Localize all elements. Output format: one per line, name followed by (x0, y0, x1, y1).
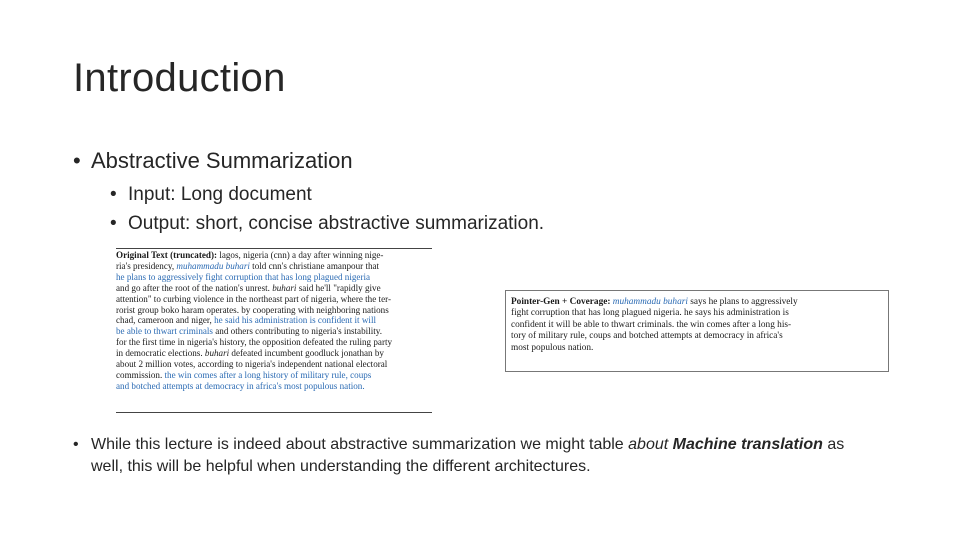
original-text-segment: rorist group boko haram operates. by cooperating with neighboring nations (116, 304, 389, 315)
original-text-line (116, 250, 432, 261)
original-text-segment: he said his administration is confident it will (214, 315, 377, 326)
original-text-segment: and botched attempts at democracy in africa's most populous nation. (116, 380, 365, 391)
summary-text-segment: Pointer-Gen + Coverage: (511, 297, 611, 307)
original-text-line (116, 381, 432, 392)
original-text-line (116, 261, 432, 272)
note-part-italic: about (628, 436, 673, 453)
bullet-dot: • (110, 213, 117, 234)
summary-text-line (511, 308, 885, 319)
original-text-segment: and others contributing to nigeria's instability. (212, 326, 382, 337)
original-text-segment: for the first time in nigeria's history, the opposition defeated the ruling party (116, 337, 393, 348)
original-text-line (116, 370, 432, 381)
original-text-segment: buhari (272, 282, 297, 293)
figure-top-rule (116, 248, 432, 249)
sub-bullet-text: Input: Long document (128, 184, 312, 205)
summary-text-line (511, 297, 885, 308)
original-text-segment: said he'll "rapidly give (296, 282, 381, 293)
original-text-segment: and go after the root of the nation's unrest. (116, 282, 273, 293)
original-text-segment: Original Text (truncated): (116, 250, 218, 260)
lecture-note-text (73, 434, 873, 478)
original-text-line (116, 326, 432, 337)
original-text-segment: muhammadu buhari (176, 260, 250, 271)
bullet-lecture-note (73, 434, 873, 478)
sub-bullet-input (110, 184, 312, 206)
sub-bullet-text: Output: short, concise abstractive summarization. (128, 213, 545, 234)
summary-text-segment: fight corruption that has long plagued nigeria. he says his administration is (511, 308, 789, 319)
original-text-line (116, 272, 432, 283)
original-text-line (116, 305, 432, 316)
original-text-segment: be able to thwart criminals (116, 326, 213, 337)
original-text-segment: lagos, nigeria (cnn) a day after winning nige- (217, 250, 384, 260)
summary-text-segment: confident it will be able to thwart criminals. the win comes after a long his- (511, 319, 792, 330)
original-text-line (116, 283, 432, 294)
slide-title: Introduction (73, 56, 286, 100)
original-text-line (116, 359, 432, 370)
original-text-segment: ria's presidency, (116, 260, 177, 271)
bullet-abstractive-summarization (73, 148, 353, 174)
note-part-4: as well, this will be helpful when understanding the different architectures. (91, 436, 845, 475)
original-text-line (116, 315, 432, 326)
note-part-1: While this lecture is indeed about abstractive summarization we might table (91, 436, 629, 453)
original-text-line (116, 348, 432, 359)
figure-bottom-rule (116, 412, 432, 413)
original-text-figure (112, 246, 434, 416)
bullet-dot: • (73, 436, 79, 453)
sub-bullet-output (110, 213, 544, 235)
original-text-line (116, 337, 432, 348)
pointer-gen-summary-figure (505, 290, 889, 372)
original-text-segment: buhari (204, 348, 230, 359)
bullet-dot: • (73, 148, 81, 173)
summary-text-segment: tory of military rule, coups and botched attempts at democracy in africa's (511, 331, 783, 342)
original-text-segment: in democratic elections. (116, 348, 205, 359)
summary-text-line (511, 343, 885, 354)
original-text-segment: he plans to aggressively fight corruption that has long plagued nigeria (116, 271, 371, 282)
original-text-body (116, 250, 432, 392)
note-part-machine-translation: Machine translation (672, 436, 823, 453)
summary-text-segment: says he plans to aggressively (687, 297, 798, 307)
original-text-segment: about 2 million votes, according to nigeria's independent national electoral (116, 359, 388, 370)
bullet-text: Abstractive Summarization (91, 148, 353, 173)
original-text-segment: the win comes after a long history of military rule, coups (164, 369, 372, 380)
original-text-segment: attention" to curbing violence in the northeast part of nigeria, where the ter- (116, 293, 391, 304)
summary-text-segment: muhammadu buhari (612, 297, 688, 307)
original-text-segment: commission. (116, 369, 165, 380)
original-text-segment: chad, cameroon and niger, (116, 315, 215, 326)
original-text-line (116, 294, 432, 305)
bullet-dot: • (110, 184, 117, 205)
summary-text-line (511, 331, 885, 342)
summary-text-segment: most populous nation. (511, 342, 594, 353)
summary-text-line (511, 320, 885, 331)
original-text-segment: told cnn's christiane amanpour that (249, 260, 380, 271)
original-text-segment: defeated incumbent goodluck jonathan by (229, 348, 384, 359)
summary-text-body (511, 297, 885, 354)
